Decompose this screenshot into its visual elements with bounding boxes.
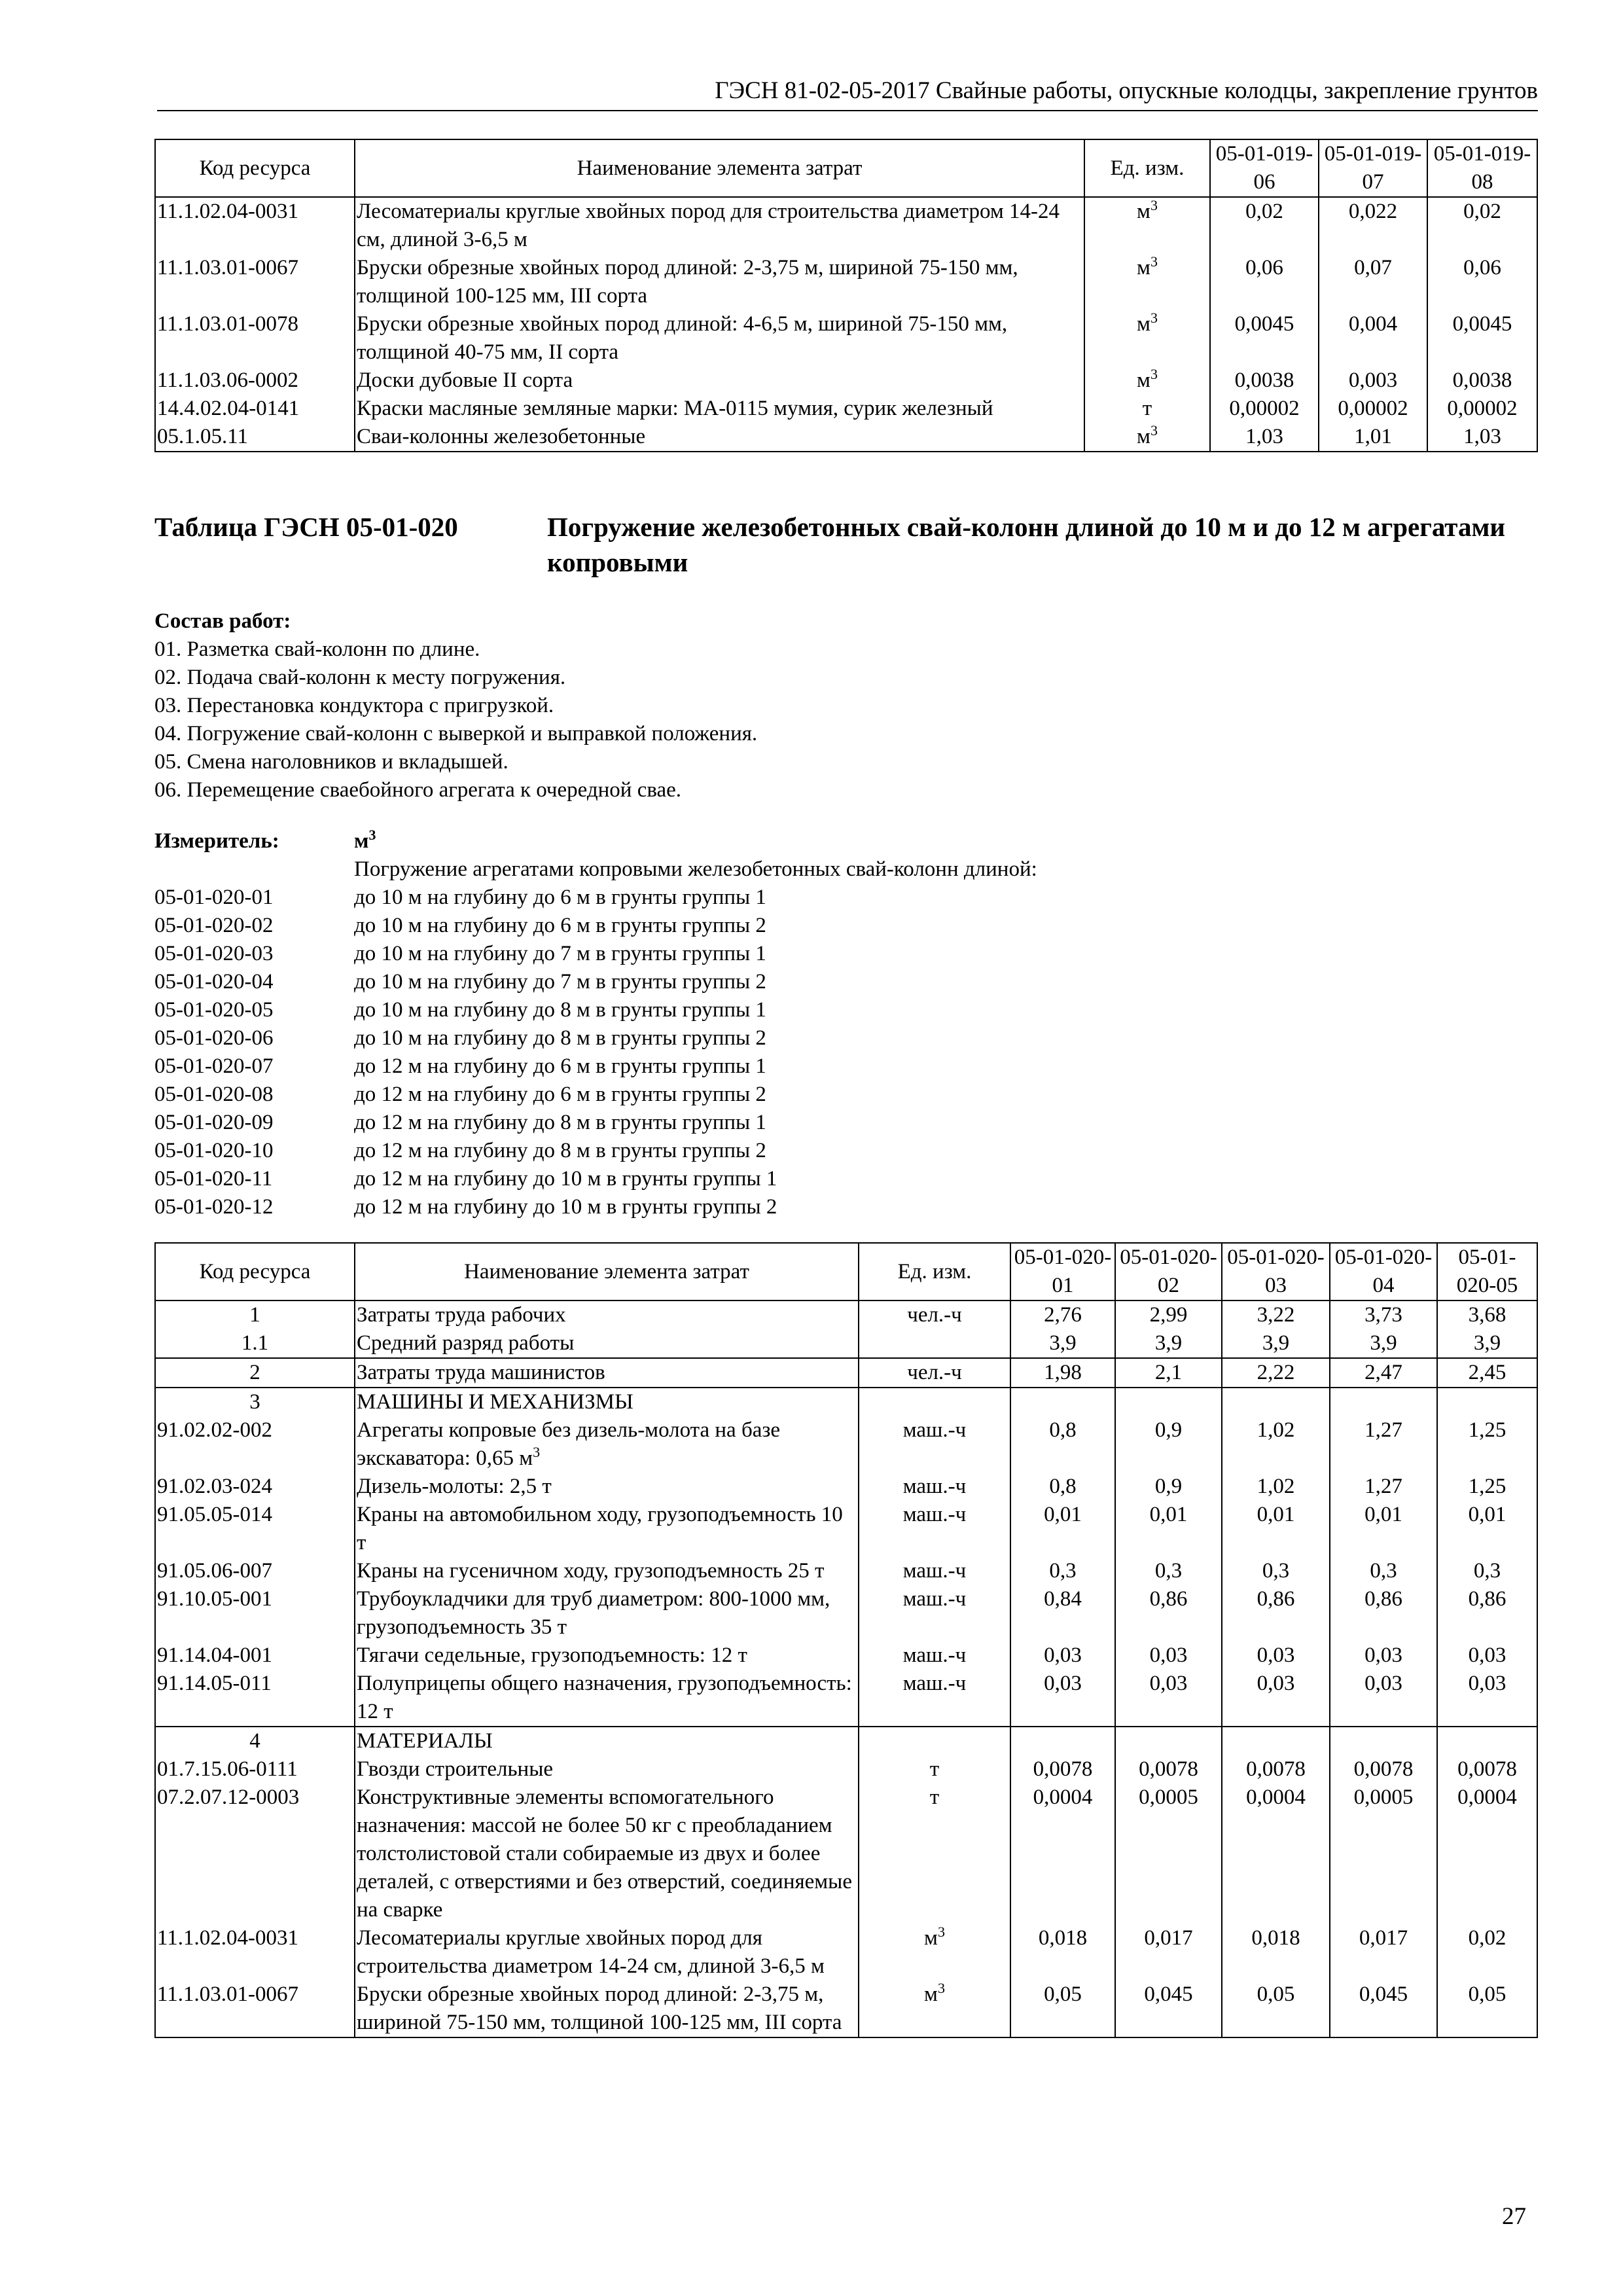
resource-value: 1,27 [1330, 1473, 1437, 1501]
col-header-code: Код ресурса [155, 1243, 355, 1300]
resource-value: 0,03 [1115, 1670, 1222, 1727]
resource-value: 0,03 [1222, 1670, 1330, 1727]
resource-value: 1,27 [1330, 1416, 1437, 1473]
resource-value: 0,0078 [1222, 1755, 1330, 1784]
work-item: 05. Смена наголовников и вкладышей. [154, 750, 508, 774]
resource-name: МАШИНЫ И МЕХАНИЗМЫ [355, 1388, 859, 1416]
resource-unit: $м^3$ [1084, 254, 1210, 310]
table-row [155, 1388, 1537, 1416]
col-header-05-01-020-02: 05-01-020-02 [1115, 1243, 1222, 1300]
resource-value: 0,9 [1115, 1473, 1222, 1501]
resource-value: 0,05 [1010, 1981, 1115, 2037]
resource-unit [859, 1727, 1010, 1755]
resource-code: 11.1.03.01-0067 [155, 1981, 355, 2037]
norm-code: 05-01-020-09 [154, 1111, 274, 1134]
norm-code: 05-01-020-01 [154, 886, 274, 909]
resource-value: 0,00002 [1210, 395, 1319, 423]
resource-value: 0,01 [1437, 1501, 1537, 1557]
meter-block [154, 827, 1463, 1221]
norm-code: 05-01-020-06 [154, 1026, 274, 1050]
table-row [155, 423, 1537, 452]
resource-value: 0,07 [1319, 254, 1427, 310]
resource-value: 0,03 [1222, 1641, 1330, 1670]
resource-table-05-01-019 [154, 139, 1538, 452]
col-header-unit: Ед. изм. [1084, 139, 1210, 197]
norm-item [154, 1024, 1463, 1052]
resource-name: Доски дубовые II сорта [355, 367, 1084, 395]
norm-description: до 10 м на глубину до 7 м в грунты группы 2 [354, 970, 766, 994]
resource-value [1222, 1727, 1330, 1755]
work-item: 01. Разметка свай-колонн по длине. [154, 637, 480, 661]
table-row [155, 1300, 1537, 1329]
table-row [155, 1416, 1537, 1473]
resource-table-05-01-020 [154, 1242, 1538, 2038]
resource-value: 0,00002 [1319, 395, 1427, 423]
resource-unit: маш.-ч [859, 1557, 1010, 1585]
norm-code: 05-01-020-04 [154, 970, 274, 994]
resource-value: 0,86 [1437, 1585, 1537, 1641]
resource-value: 1,25 [1437, 1416, 1537, 1473]
col-header-unit: Ед. изм. [859, 1243, 1010, 1300]
resource-value: 0,045 [1330, 1981, 1437, 2037]
col-header-05-01-020-03: 05-01-020-03 [1222, 1243, 1330, 1300]
resource-code: 91.14.05-011 [155, 1670, 355, 1727]
resource-value: 3,9 [1437, 1329, 1537, 1358]
resource-value: 3,9 [1330, 1329, 1437, 1358]
resource-value: 3,9 [1222, 1329, 1330, 1358]
resource-value: 1,98 [1010, 1358, 1115, 1388]
resource-name: Краны на гусеничном ходу, грузоподъемность 25 т [355, 1557, 859, 1585]
norm-description: до 10 м на глубину до 6 м в грунты группы 1 [354, 886, 766, 909]
meter-unit: $м^3$ [354, 827, 376, 853]
resource-value: 0,022 [1319, 197, 1427, 254]
col-header-05-01-019-06: 05-01-019-06 [1210, 139, 1319, 197]
resource-value: 0,003 [1319, 367, 1427, 395]
resource-name: Затраты труда машинистов [355, 1358, 859, 1388]
resource-value: 0,8 [1010, 1473, 1115, 1501]
norm-code: 05-01-020-03 [154, 942, 274, 965]
norm-code: 05-01-020-10 [154, 1139, 274, 1162]
resource-code: 4 [155, 1727, 355, 1755]
resource-value [1115, 1388, 1222, 1416]
resource-value: 0,86 [1115, 1585, 1222, 1641]
norm-description: до 12 м на глубину до 6 м в грунты группы 1 [354, 1054, 766, 1078]
norm-item [154, 940, 1463, 968]
resource-value: 0,0078 [1010, 1755, 1115, 1784]
resource-value: 2,47 [1330, 1358, 1437, 1388]
resource-name: Гвозди строительные [355, 1755, 859, 1784]
resource-value: 0,06 [1427, 254, 1537, 310]
resource-code: 91.02.02-002 [155, 1416, 355, 1473]
resource-name: Бруски обрезные хвойных пород длиной: 2-3,75 м, шириной 75-150 мм, толщиной 100-125 мм, III сорта [355, 1981, 859, 2037]
table-row [155, 395, 1537, 423]
resource-code: 14.4.02.04-0141 [155, 395, 355, 423]
work-composition [154, 607, 1398, 804]
meter-label: Измеритель: [154, 829, 279, 853]
resource-value: 0,01 [1222, 1501, 1330, 1557]
resource-name: Конструктивные элементы вспомогательного назначения: массой не более 50 кг с преобладанием толстолистовой стали собираемые из двух и более деталей, с отверстиями и без отверстий, соединяемые на сварке [355, 1784, 859, 1924]
table-row [155, 367, 1537, 395]
resource-value: 2,45 [1437, 1358, 1537, 1388]
norm-description: до 10 м на глубину до 6 м в грунты группы 2 [354, 914, 766, 937]
table-number: Таблица ГЭСН 05-01-020 [154, 512, 458, 542]
work-composition-heading: Состав работ: [154, 609, 291, 633]
table-row [155, 1924, 1537, 1981]
resource-value: 0,0045 [1210, 310, 1319, 367]
resource-unit: маш.-ч [859, 1641, 1010, 1670]
resource-value: 0,06 [1210, 254, 1319, 310]
resource-value: 0,05 [1222, 1981, 1330, 2037]
resource-value: 0,3 [1222, 1557, 1330, 1585]
resource-unit: чел.-ч [859, 1300, 1010, 1329]
resource-value [1437, 1727, 1537, 1755]
resource-value: 0,0078 [1330, 1755, 1437, 1784]
resource-code: 11.1.03.01-0078 [155, 310, 355, 367]
resource-value: 0,86 [1330, 1585, 1437, 1641]
resource-value: 1,03 [1210, 423, 1319, 452]
resource-value: 0,3 [1115, 1557, 1222, 1585]
col-header-05-01-019-07: 05-01-019-07 [1319, 139, 1427, 197]
resource-value: 0,03 [1330, 1641, 1437, 1670]
resource-value: 0,84 [1010, 1585, 1115, 1641]
resource-value: 2,22 [1222, 1358, 1330, 1388]
resource-unit: т [859, 1755, 1010, 1784]
resource-value [1330, 1727, 1437, 1755]
resource-name: Дизель-молоты: 2,5 т [355, 1473, 859, 1501]
resource-value: 0,045 [1115, 1981, 1222, 2037]
resource-value: 2,76 [1010, 1300, 1115, 1329]
resource-value: 0,00002 [1427, 395, 1537, 423]
work-item: 02. Подача свай-колонн к месту погружения. [154, 666, 566, 689]
norm-code: 05-01-020-11 [154, 1167, 273, 1191]
page-number: 27 [1502, 2203, 1526, 2230]
resource-name: Агрегаты копровые без дизель-молота на базе экскаватора: 0,65 $м^3$ [355, 1416, 859, 1473]
norm-item [154, 1052, 1463, 1081]
resource-unit: $м^3$ [859, 1924, 1010, 1981]
resource-name: Средний разряд работы [355, 1329, 859, 1358]
resource-value: 0,0078 [1115, 1755, 1222, 1784]
resource-value: 3,9 [1010, 1329, 1115, 1358]
meter-description: Погружение агрегатами копровыми железобетонных свай-колонн длиной: [354, 857, 1037, 881]
resource-value: 0,018 [1222, 1924, 1330, 1981]
resource-value: 0,05 [1437, 1981, 1537, 2037]
resource-name: Сваи-колонны железобетонные [355, 423, 1084, 452]
resource-value: 0,018 [1010, 1924, 1115, 1981]
resource-value [1222, 1388, 1330, 1416]
table-row [155, 1358, 1537, 1388]
work-item: 06. Перемещение сваебойного агрегата к очередной свае. [154, 778, 682, 802]
norm-item [154, 996, 1463, 1024]
resource-code: 91.05.06-007 [155, 1557, 355, 1585]
resource-name: Бруски обрезные хвойных пород длиной: 4-6,5 м, шириной 75-150 мм, толщиной 40-75 мм, II сорта [355, 310, 1084, 367]
resource-code: 1.1 [155, 1329, 355, 1358]
norm-item [154, 884, 1463, 912]
resource-value: 2,99 [1115, 1300, 1222, 1329]
col-header-name: Наименование элемента затрат [355, 139, 1084, 197]
resource-code: 07.2.07.12-0003 [155, 1784, 355, 1924]
resource-code: 11.1.03.06-0002 [155, 367, 355, 395]
resource-value: 3,68 [1437, 1300, 1537, 1329]
norm-item [154, 1109, 1463, 1137]
resource-name: Бруски обрезные хвойных пород длиной: 2-3,75 м, шириной 75-150 мм, толщиной 100-125 мм, III сорта [355, 254, 1084, 310]
resource-code: 91.14.04-001 [155, 1641, 355, 1670]
resource-value [1115, 1727, 1222, 1755]
resource-value: 0,0005 [1330, 1784, 1437, 1924]
resource-value: 0,004 [1319, 310, 1427, 367]
resource-value: 3,73 [1330, 1300, 1437, 1329]
table-row [155, 1473, 1537, 1501]
resource-code: 1 [155, 1300, 355, 1329]
resource-name: Краски масляные земляные марки: МА-0115 мумия, сурик железный [355, 395, 1084, 423]
resource-value: 0,0004 [1010, 1784, 1115, 1924]
resource-value: 0,0078 [1437, 1755, 1537, 1784]
resource-unit [859, 1388, 1010, 1416]
resource-name: Лесоматериалы круглые хвойных пород для строительства диаметром 14-24 см, длиной 3-6,5 м [355, 1924, 859, 1981]
resource-value: 1,02 [1222, 1473, 1330, 1501]
resource-unit: чел.-ч [859, 1358, 1010, 1388]
resource-code: 05.1.05.11 [155, 423, 355, 452]
resource-value: 0,3 [1437, 1557, 1537, 1585]
table-row [155, 1727, 1537, 1755]
table-row [155, 310, 1537, 367]
resource-value: 0,03 [1115, 1641, 1222, 1670]
norm-description: до 10 м на глубину до 7 м в грунты группы 1 [354, 942, 766, 965]
resource-value: 0,03 [1437, 1670, 1537, 1727]
resource-value: 0,3 [1330, 1557, 1437, 1585]
resource-value [1010, 1388, 1115, 1416]
resource-value: 0,01 [1115, 1501, 1222, 1557]
resource-value: 3,9 [1115, 1329, 1222, 1358]
resource-code: 3 [155, 1388, 355, 1416]
running-header: ГЭСН 81-02-05-2017 Свайные работы, опускные колодцы, закрепление грунтов [157, 73, 1538, 111]
resource-value: 0,0005 [1115, 1784, 1222, 1924]
norm-item [154, 1137, 1463, 1165]
resource-value: 0,017 [1330, 1924, 1437, 1981]
table-row [155, 197, 1537, 254]
resource-unit: $м^3$ [1084, 310, 1210, 367]
resource-value: 0,0038 [1427, 367, 1537, 395]
resource-unit: $м^3$ [1084, 423, 1210, 452]
table-name: Погружение железобетонных свай-колонн длиной до 10 м и до 12 м агрегатами копровыми [547, 512, 1505, 577]
resource-value: 0,01 [1010, 1501, 1115, 1557]
norm-description: до 12 м на глубину до 6 м в грунты группы 2 [354, 1083, 766, 1106]
resource-code: 2 [155, 1358, 355, 1388]
resource-unit: маш.-ч [859, 1670, 1010, 1727]
norm-code: 05-01-020-08 [154, 1083, 274, 1106]
resource-value [1010, 1727, 1115, 1755]
resource-value: 0,02 [1210, 197, 1319, 254]
table-row [155, 1557, 1537, 1585]
resource-value: 1,03 [1427, 423, 1537, 452]
resource-unit: т [859, 1784, 1010, 1924]
resource-value: 0,02 [1427, 197, 1537, 254]
norm-item [154, 968, 1463, 996]
resource-value: 0,9 [1115, 1416, 1222, 1473]
resource-name: МАТЕРИАЛЫ [355, 1727, 859, 1755]
norm-code: 05-01-020-12 [154, 1195, 274, 1219]
table-row [155, 1981, 1537, 2037]
table-row [155, 1641, 1537, 1670]
resource-value: 1,02 [1222, 1416, 1330, 1473]
resource-code: 01.7.15.06-0111 [155, 1755, 355, 1784]
table-row [155, 1501, 1537, 1557]
resource-value: 0,03 [1010, 1641, 1115, 1670]
resource-value: 0,03 [1010, 1670, 1115, 1727]
resource-code: 11.1.02.04-0031 [155, 197, 355, 254]
resource-value: 0,03 [1437, 1641, 1537, 1670]
resource-code: 11.1.02.04-0031 [155, 1924, 355, 1981]
resource-name: Трубоукладчики для труб диаметром: 800-1000 мм, грузоподъемность 35 т [355, 1585, 859, 1641]
resource-unit: маш.-ч [859, 1585, 1010, 1641]
resource-value: 1,01 [1319, 423, 1427, 452]
norm-code: 05-01-020-02 [154, 914, 274, 937]
table-row [155, 1329, 1537, 1358]
resource-value: 0,03 [1330, 1670, 1437, 1727]
norm-description: до 10 м на глубину до 8 м в грунты группы 1 [354, 998, 766, 1022]
resource-unit: $м^3$ [1084, 197, 1210, 254]
col-header-05-01-020-04: 05-01-020-04 [1330, 1243, 1437, 1300]
resource-value: 0,01 [1330, 1501, 1437, 1557]
resource-value: 0,0038 [1210, 367, 1319, 395]
resource-value: 0,3 [1010, 1557, 1115, 1585]
table-row [155, 1585, 1537, 1641]
resource-unit: $м^3$ [1084, 367, 1210, 395]
resource-code: 91.05.05-014 [155, 1501, 355, 1557]
resource-name: Лесоматериалы круглые хвойных пород для строительства диаметром 14-24 см, длиной 3-6,5 м [355, 197, 1084, 254]
resource-code: 91.02.03-024 [155, 1473, 355, 1501]
work-item: 03. Перестановка кондуктора с пригрузкой. [154, 694, 554, 717]
resource-value: 0,02 [1437, 1924, 1537, 1981]
norm-item [154, 1081, 1463, 1109]
col-header-code: Код ресурса [155, 139, 355, 197]
table-row [155, 1784, 1537, 1924]
resource-unit [859, 1329, 1010, 1358]
col-header-05-01-020-01: 05-01-020-01 [1010, 1243, 1115, 1300]
resource-value: 1,25 [1437, 1473, 1537, 1501]
resource-unit: маш.-ч [859, 1501, 1010, 1557]
resource-unit: $м^3$ [859, 1981, 1010, 2037]
resource-value: 3,22 [1222, 1300, 1330, 1329]
resource-value: 0,0004 [1222, 1784, 1330, 1924]
norm-description: до 12 м на глубину до 10 м в грунты группы 1 [354, 1167, 777, 1191]
norm-code: 05-01-020-07 [154, 1054, 274, 1078]
resource-value: 0,0045 [1427, 310, 1537, 367]
resource-unit: маш.-ч [859, 1473, 1010, 1501]
col-header-05-01-020-05: 05-01-020-05 [1437, 1243, 1537, 1300]
resource-name: Тягачи седельные, грузоподъемность: 12 т [355, 1641, 859, 1670]
norm-code: 05-01-020-05 [154, 998, 274, 1022]
resource-name: Затраты труда рабочих [355, 1300, 859, 1329]
resource-value: 2,1 [1115, 1358, 1222, 1388]
col-header-name: Наименование элемента затрат [355, 1243, 859, 1300]
resource-value: 0,86 [1222, 1585, 1330, 1641]
norm-item [154, 1193, 1463, 1221]
norm-item [154, 912, 1463, 940]
col-header-05-01-019-08: 05-01-019-08 [1427, 139, 1537, 197]
resource-name: Краны на автомобильном ходу, грузоподъемность 10 т [355, 1501, 859, 1557]
table-row [155, 254, 1537, 310]
norm-item [154, 1165, 1463, 1193]
resource-value [1437, 1388, 1537, 1416]
resource-code: 11.1.03.01-0067 [155, 254, 355, 310]
resource-name: Полуприцепы общего назначения, грузоподъемность: 12 т [355, 1670, 859, 1727]
norm-description: до 12 м на глубину до 10 м в грунты группы 2 [354, 1195, 777, 1219]
table-row [155, 1670, 1537, 1727]
resource-value: 0,017 [1115, 1924, 1222, 1981]
norm-description: до 12 м на глубину до 8 м в грунты группы 2 [354, 1139, 766, 1162]
norm-description: до 10 м на глубину до 8 м в грунты группы 2 [354, 1026, 766, 1050]
resource-unit: маш.-ч [859, 1416, 1010, 1473]
resource-code: 91.10.05-001 [155, 1585, 355, 1641]
resource-value: 0,0004 [1437, 1784, 1537, 1924]
table-row [155, 1755, 1537, 1784]
resource-unit: т [1084, 395, 1210, 423]
resource-value [1330, 1388, 1437, 1416]
norm-description: до 12 м на глубину до 8 м в грунты группы 1 [354, 1111, 766, 1134]
work-item: 04. Погружение свай-колонн с выверкой и выправкой положения. [154, 722, 758, 745]
resource-value: 0,8 [1010, 1416, 1115, 1473]
